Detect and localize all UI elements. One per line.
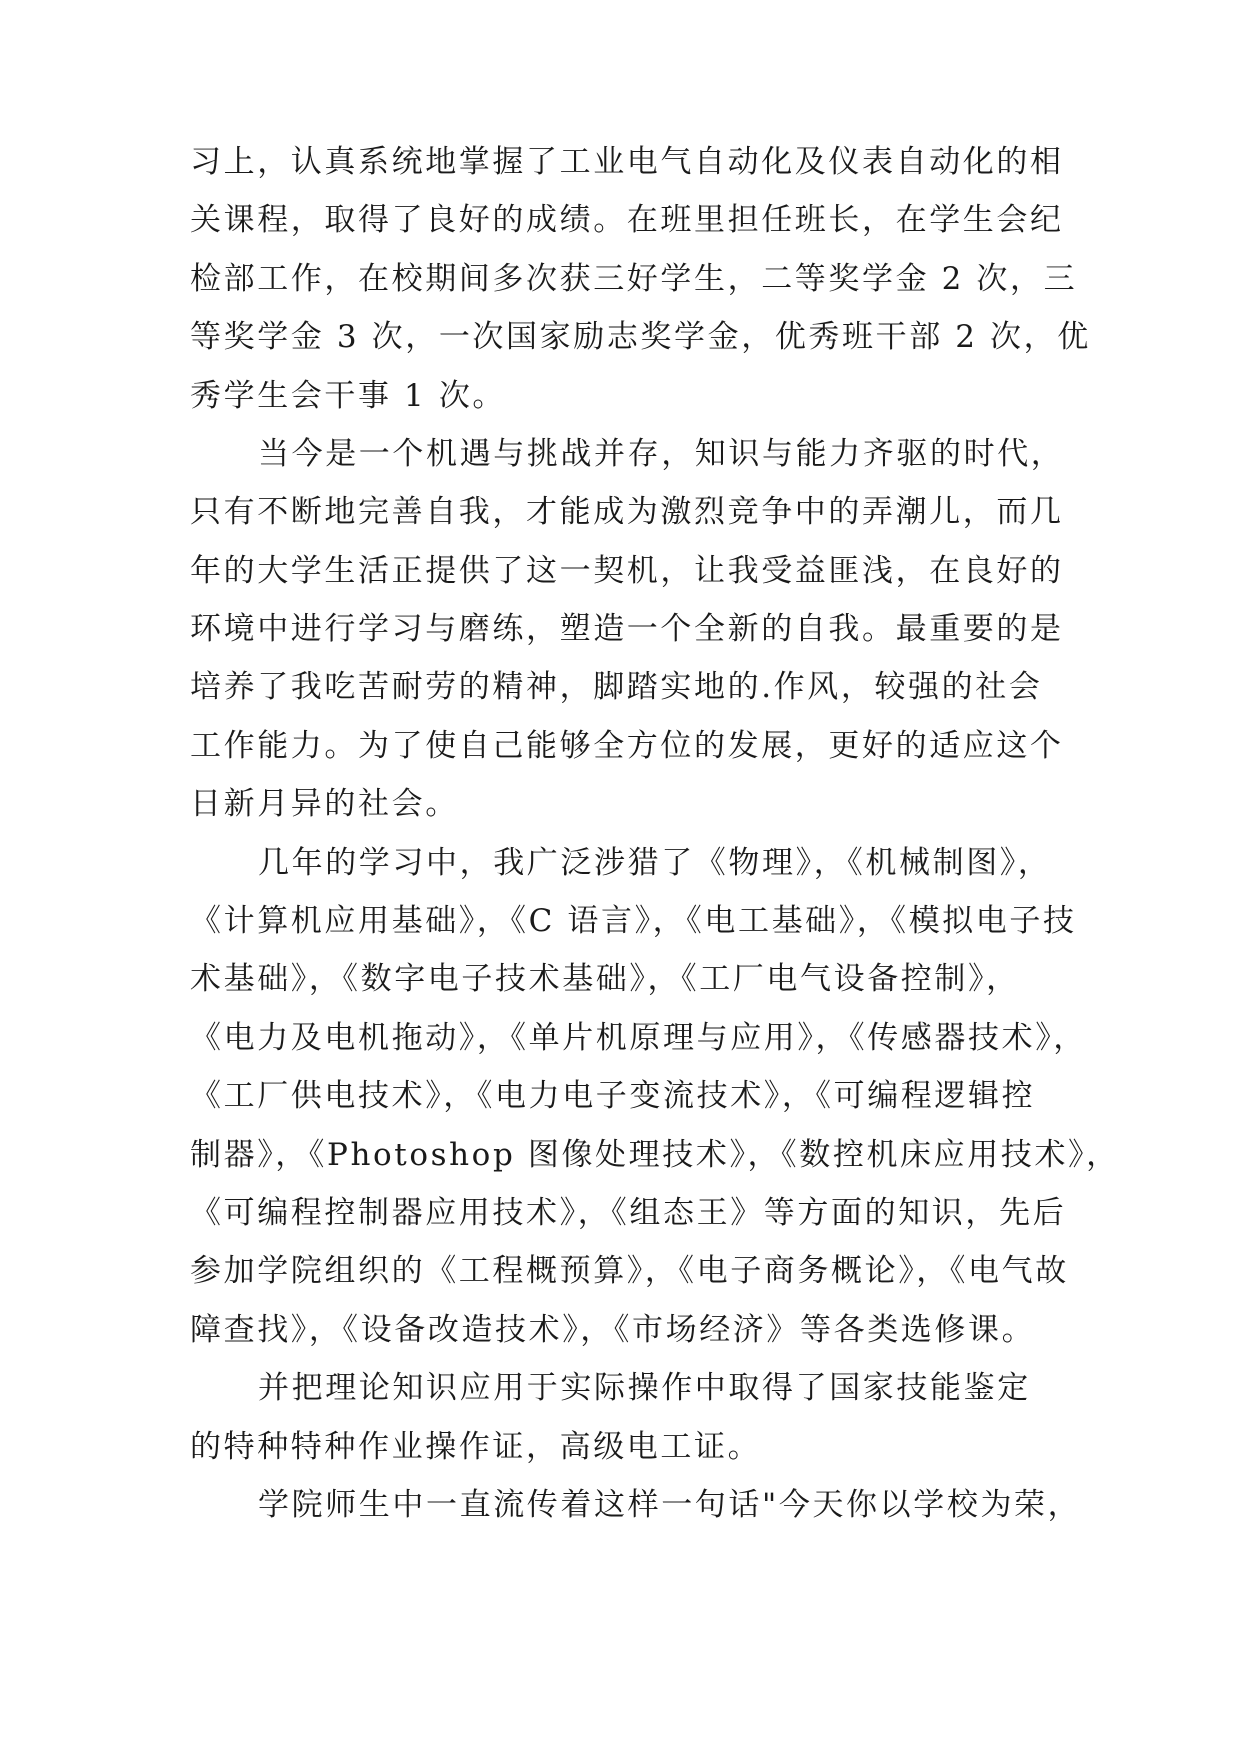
- paragraph-first-line: 学院师生中一直流传着这样一句话"今天你以学校为荣，: [258, 1487, 1082, 1523]
- text-line: 年的大学生活正提供了这一契机，让我受益匪浅，在良好的: [190, 553, 1064, 589]
- paragraph-first-line: 并把理论知识应用于实际操作中取得了国家技能鉴定: [258, 1370, 1031, 1406]
- text-line: 培养了我吃苦耐劳的精神，脚踏实地的.作风，较强的社会: [190, 669, 1043, 705]
- paragraph-first-line: 几年的学习中，我广泛涉猎了《物理》，《机械制图》，: [258, 845, 1052, 881]
- text-line: 《可编程控制器应用技术》，《组态王》等方面的知识，先后: [190, 1195, 1067, 1231]
- text-line: 《电力及电机拖动》，《单片机原理与应用》，《传感器技术》，: [190, 1020, 1087, 1056]
- text-line: 秀学生会干事 1 次。: [190, 378, 507, 414]
- text-line: 《工厂供电技术》，《电力电子变流技术》，《可编程逻辑控: [190, 1078, 1036, 1114]
- text-line: 只有不断地完善自我，才能成为激烈竞争中的弄潮儿，而几: [190, 494, 1064, 530]
- text-line: 环境中进行学习与磨练，塑造一个全新的自我。最重要的是: [190, 611, 1064, 647]
- text-line: 检部工作，在校期间多次获三好学生，二等奖学金 2 次，三: [190, 261, 1078, 297]
- text-line: 障查找》，《设备改造技术》，《市场经济》等各类选修课。: [190, 1312, 1036, 1348]
- paragraph-first-line: 当今是一个机遇与挑战并存，知识与能力齐驱的时代，: [258, 436, 1065, 472]
- text-line: 等奖学金 3 次，一次国家励志奖学金，优秀班干部 2 次，优: [190, 319, 1091, 355]
- text-line: 关课程，取得了良好的成绩。在班里担任班长，在学生会纪: [190, 202, 1064, 238]
- text-line: 术基础》，《数字电子技术基础》，《工厂电气设备控制》，: [190, 961, 1020, 997]
- text-line: 参加学院组织的《工程概预算》，《电子商务概论》，《电气故: [190, 1253, 1069, 1289]
- text-line: 《计算机应用基础》，《C 语言》，《电工基础》，《模拟电子技: [190, 903, 1077, 939]
- text-line: 日新月异的社会。: [190, 786, 459, 822]
- text-line: 制器》，《Photoshop 图像处理技术》，《数控机床应用技术》，: [190, 1137, 1120, 1173]
- text-line: 习上，认真系统地掌握了工业电气自动化及仪表自动化的相: [190, 144, 1064, 180]
- text-line: 工作能力。为了使自己能够全方位的发展，更好的适应这个: [190, 728, 1064, 764]
- text-line: 的特种特种作业操作证，高级电工证。: [190, 1429, 762, 1465]
